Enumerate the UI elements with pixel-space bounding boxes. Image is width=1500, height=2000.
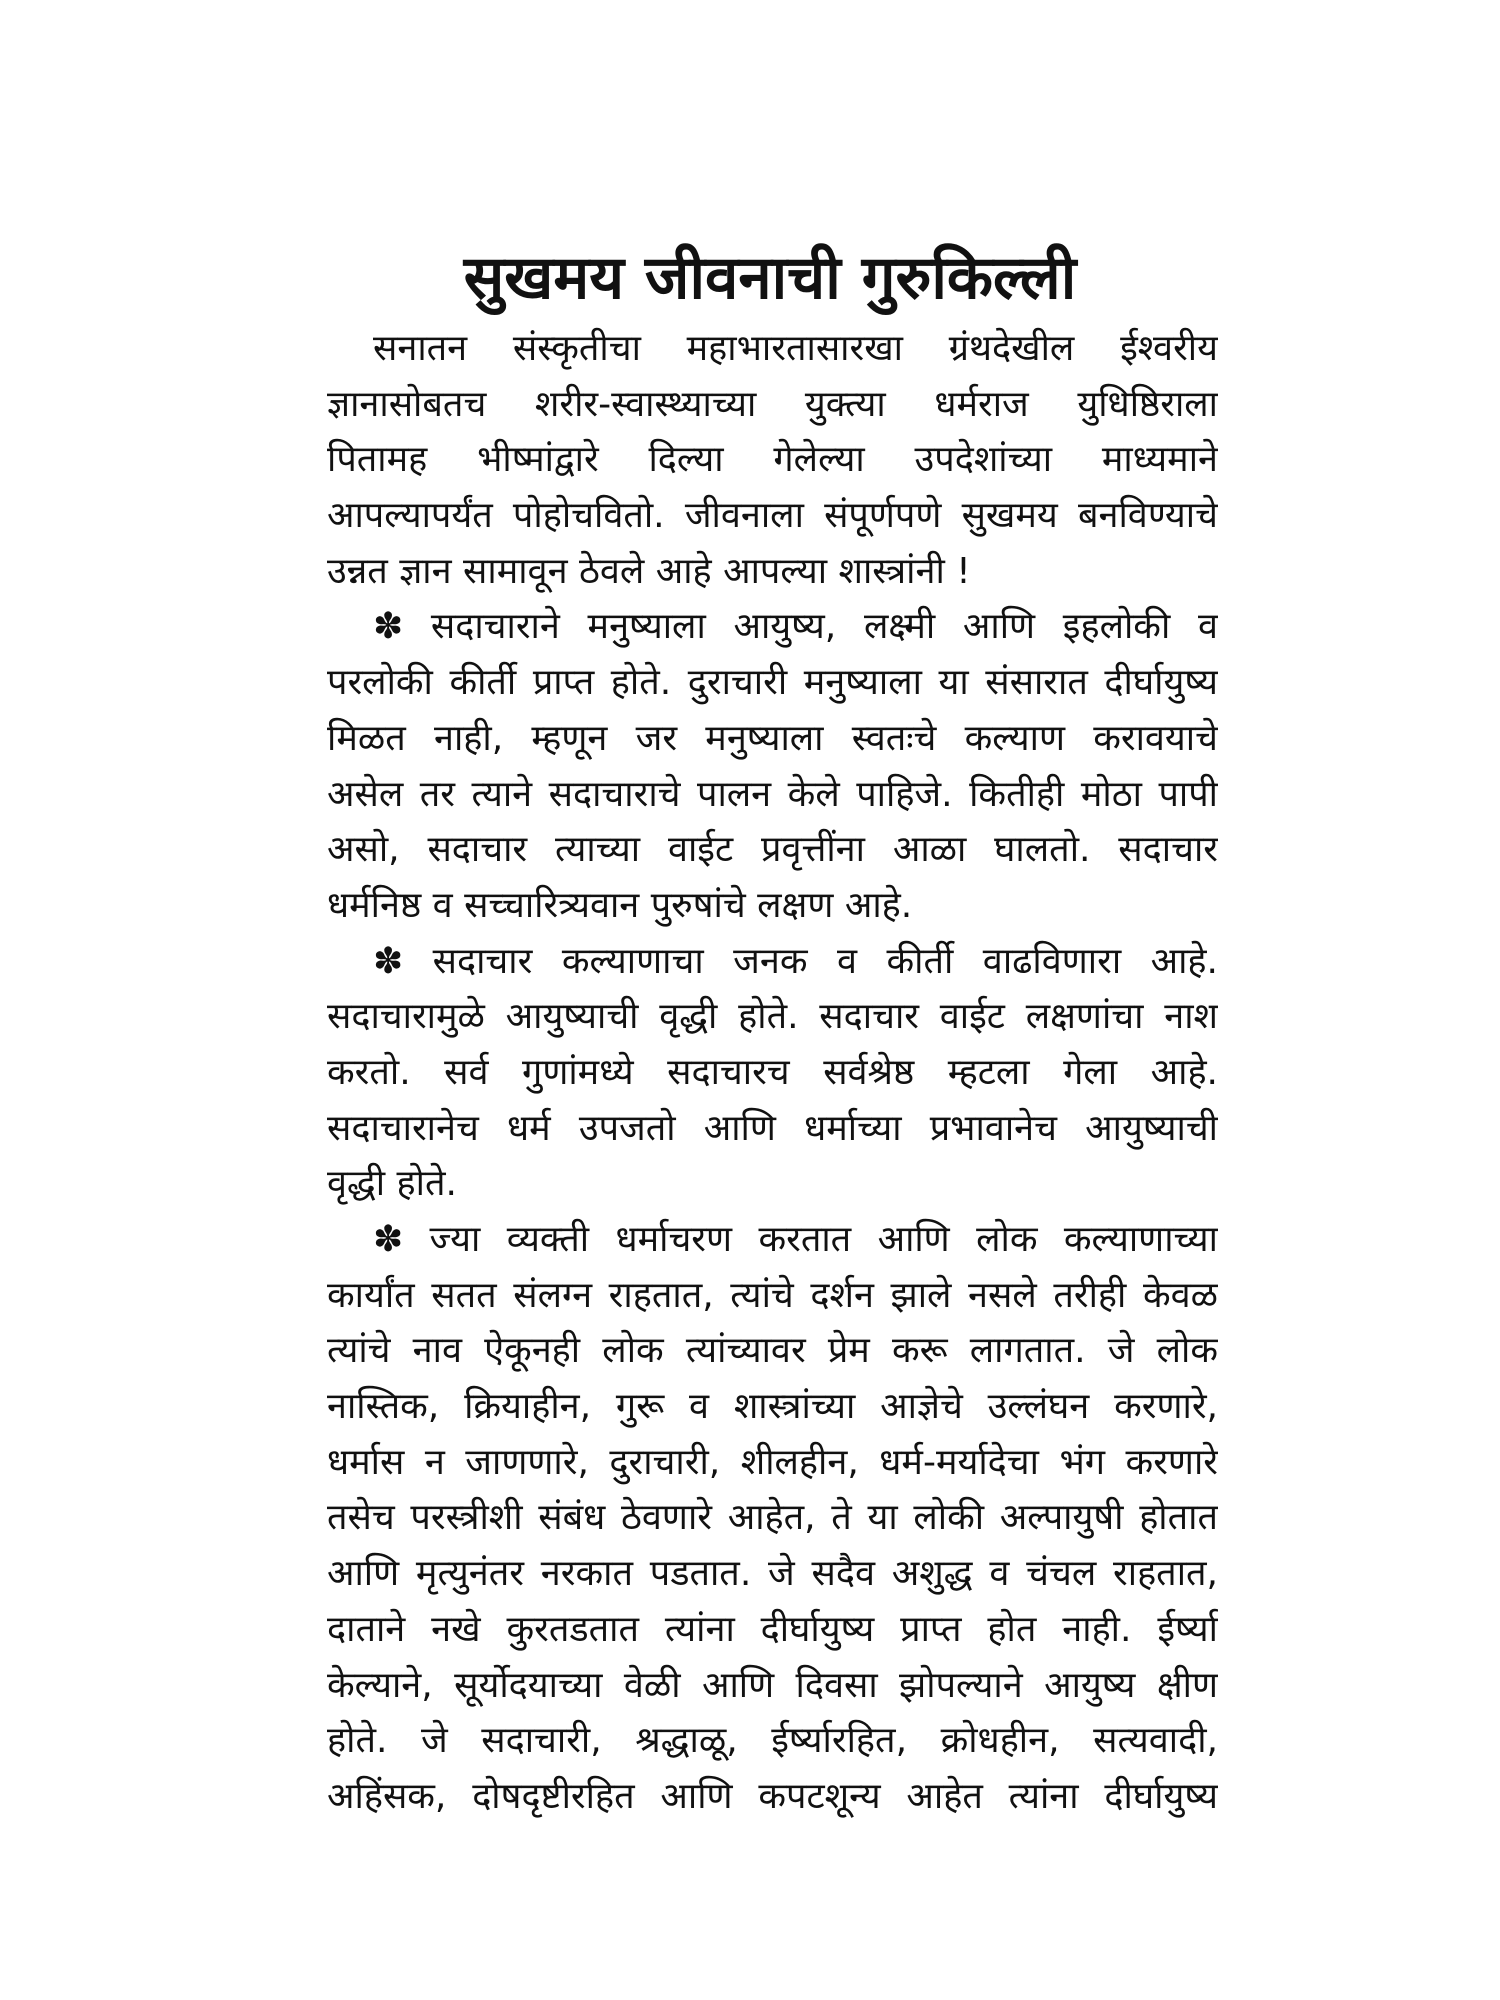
text-line: पितामह भीष्मांद्वारे दिल्या गेलेल्या उपदेशांच्या माध्यमाने [327, 439, 1218, 481]
paragraph-1 [327, 321, 1218, 599]
text-line: धर्मनिष्ठ व सच्चारित्र्यवान पुरुषांचे लक्षण आहे. [327, 884, 913, 926]
paragraph-2 [327, 599, 1218, 933]
text-line: कार्यांत सतत संलग्न राहतात, त्यांचे दर्शन झाले नसले तरीही केवळ [327, 1274, 1218, 1316]
text-line: असो, सदाचार त्याच्या वाईट प्रवृत्तींना आळा घालतो. सदाचार [327, 829, 1218, 871]
article-body [327, 321, 1218, 1825]
text-line: केल्याने, सूर्योदयाच्या वेळी आणि दिवसा झोपल्याने आयुष्य क्षीण [327, 1664, 1218, 1706]
text-line: दाताने नखे कुरतडतात त्यांना दीर्घायुष्य प्राप्त होत नाही. ईर्ष्या [327, 1608, 1218, 1650]
text-line: ✽ सदाचार कल्याणाचा जनक व कीर्ती वाढविणारा आहे. [373, 940, 1218, 982]
text-line: होते. जे सदाचारी, श्रद्धाळू, ईर्ष्यारहित, क्रोधहीन, सत्यवादी, [327, 1720, 1218, 1762]
text-line: आणि मृत्युनंतर नरकात पडतात. जे सदैव अशुद्ध व चंचल राहतात, [327, 1553, 1218, 1595]
text-line: उन्नत ज्ञान सामावून ठेवले आहे आपल्या शास्त्रांनी ! [327, 550, 971, 592]
text-line: ज्ञानासोबतच शरीर-स्वास्थ्याच्या युक्त्या धर्मराज युधिष्ठिराला [327, 383, 1218, 425]
text-line: आपल्यापर्यंत पोहोचवितो. जीवनाला संपूर्णपणे सुखमय बनविण्याचे [327, 495, 1218, 537]
text-line: धर्मास न जाणणारे, दुराचारी, शीलहीन, धर्म-मर्यादेचा भंग करणारे [327, 1441, 1218, 1483]
text-line: सनातन संस्कृतीचा महाभारतासारखा ग्रंथदेखील ईश्वरीय [373, 328, 1218, 369]
text-line: मिळत नाही, म्हणून जर मनुष्याला स्वतःचे कल्याण करावयाचे [327, 717, 1218, 759]
text-line: सदाचारानेच धर्म उपजतो आणि धर्माच्या प्रभावानेच आयुष्याची [327, 1107, 1218, 1149]
page-title: सुखमय जीवनाची गुरुकिल्ली [463, 243, 1077, 313]
text-line: वृद्धी होते. [327, 1163, 457, 1205]
text-line: नास्तिक, क्रियाहीन, गुरू व शास्त्रांच्या आज्ञेचे उल्लंघन करणारे, [327, 1386, 1218, 1428]
paragraph-3 [327, 934, 1218, 1212]
text-line: त्यांचे नाव ऐकूनही लोक त्यांच्यावर प्रेम करू लागतात. जे लोक [327, 1330, 1218, 1372]
text-line: तसेच परस्त्रीशी संबंध ठेवणारे आहेत, ते या लोकी अल्पायुषी होतात [327, 1497, 1218, 1539]
text-line: अहिंसक, दोषदृष्टीरहित आणि कपटशून्य आहेत त्यांना दीर्घायुष्य [327, 1775, 1218, 1817]
text-line: परलोकी कीर्ती प्राप्त होते. दुराचारी मनुष्याला या संसारात दीर्घायुष्य [327, 662, 1218, 704]
text-line: सदाचारामुळे आयुष्याची वृद्धी होते. सदाचार वाईट लक्षणांचा नाश [327, 996, 1218, 1038]
text-line: करतो. सर्व गुणांमध्ये सदाचारच सर्वश्रेष्ठ म्हटला गेला आहे. [327, 1051, 1218, 1093]
text-line: असेल तर त्याने सदाचाराचे पालन केले पाहिजे. कितीही मोठा पापी [327, 773, 1218, 815]
text-line: ✽ सदाचाराने मनुष्याला आयुष्य, लक्ष्मी आणि इहलोकी व [373, 606, 1218, 648]
text-line: ✽ ज्या व्यक्ती धर्माचरण करतात आणि लोक कल्याणाच्या [373, 1219, 1218, 1260]
paragraph-4 [327, 1212, 1218, 1825]
